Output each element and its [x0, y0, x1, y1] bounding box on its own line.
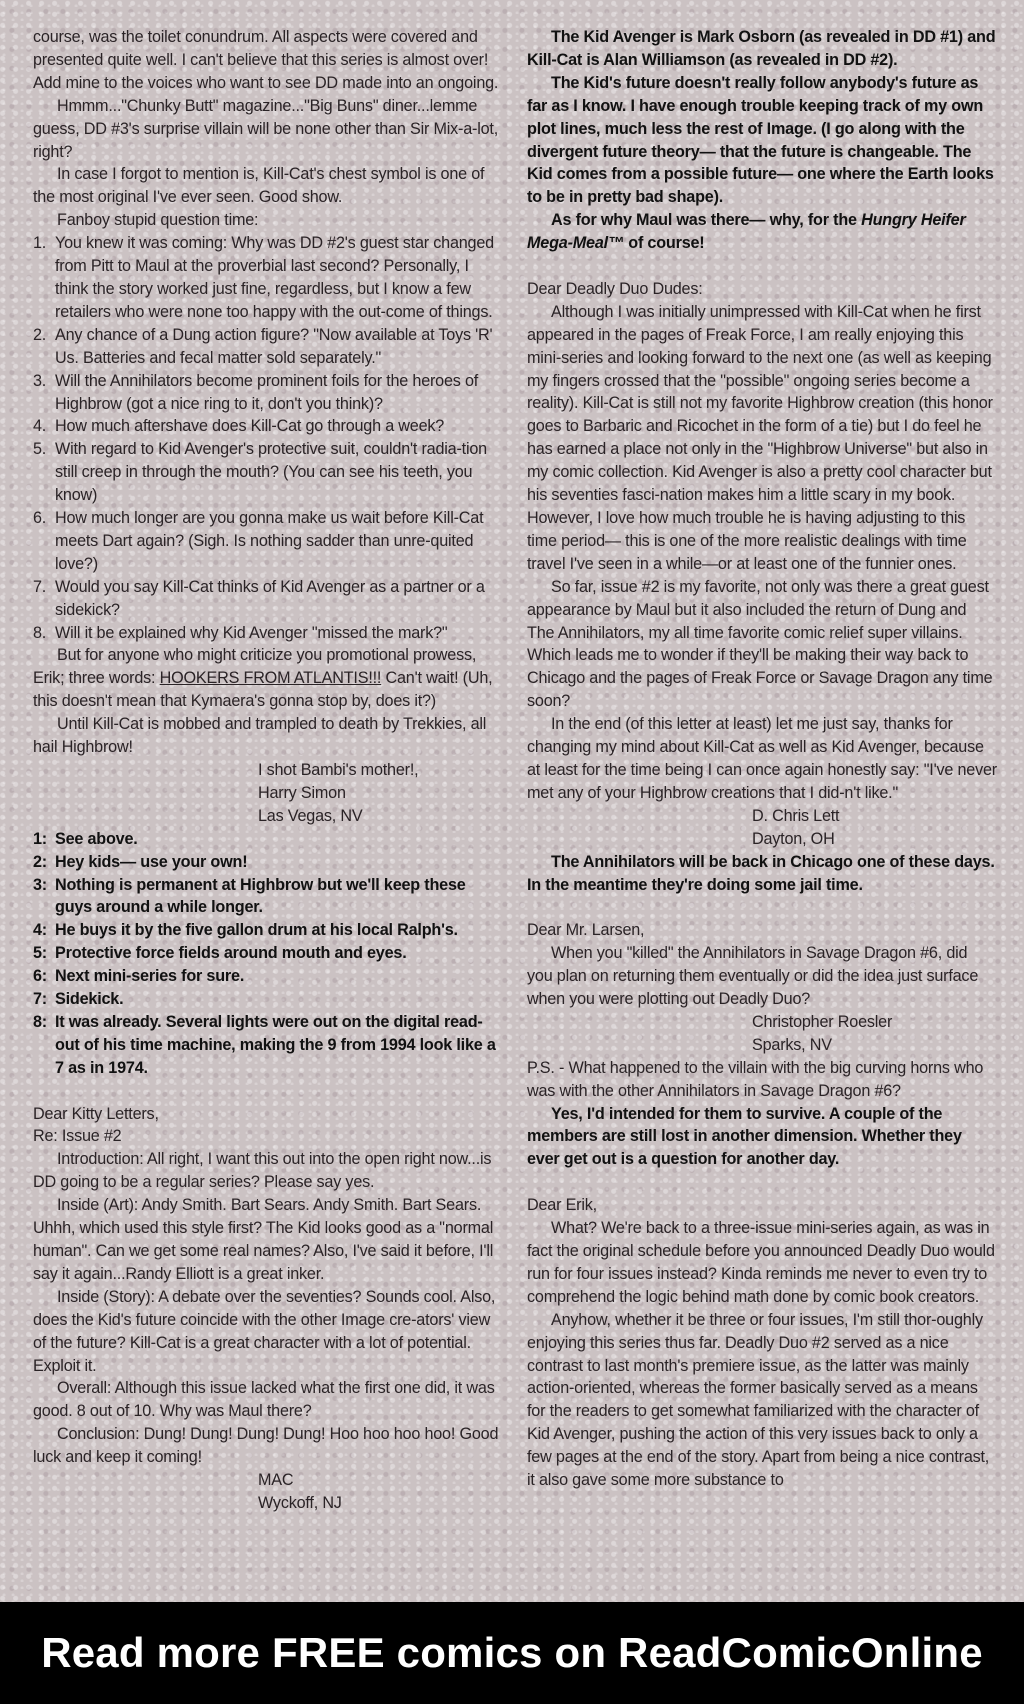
question-item: [33, 438, 503, 507]
letter-paragraph: Hmmm..."Chunky Butt" magazine..."Big Buns" diner...lemme guess, DD #3's surprise villain will be none other than Sir Mix-a-lot, right?: [33, 96, 499, 161]
letter-paragraph: Overall: Although this issue lacked what the first one did, it was good. 8 out of 10. Why was Maul there?: [33, 1379, 495, 1421]
signature-block: [527, 1011, 997, 1057]
letter-paragraph: Anyhow, whether it be three or four issues, I'm still thor-oughly enjoying this series thus far. Deadly Duo #2 served as a nice contrast to last month's premiere issue, as the latter was mainly action-oriented, whereas the former basically served as a means for the readers to get somewhat familiarized with the character of Kid Avenger, pushing the action of this very issues back to only a few pages at the end of the story. Apart from being a nice contrast, it also gave some more substance to: [527, 1310, 990, 1490]
item-text: Would you say Kill-Cat thinks of Kid Avenger as a partner or a sidekick?: [55, 577, 485, 619]
item-text: Will it be explained why Kid Avenger "missed the mark?": [55, 623, 448, 642]
item-text: Next mini-series for sure.: [55, 967, 245, 986]
item-number: 5:: [33, 944, 47, 963]
item-number: 6:: [33, 967, 47, 986]
item-number: 7:: [33, 990, 47, 1009]
letter-postscript: P.S. - What happened to the villain with the big curving horns who was with the other Annihilators in Savage Dragon #6?: [527, 1058, 984, 1100]
right-column: [527, 26, 997, 1492]
signature-block: [33, 1469, 503, 1515]
question-item: [33, 622, 503, 645]
answer-item: [33, 942, 503, 965]
item-text: You knew it was coming: Why was DD #2's guest star changed from Pitt to Maul at the proverbial last second? Personally, I think the story worked just fine, regardless, but I know a few retailers who were none too happy with the out-come of things.: [55, 234, 494, 321]
text-run: of course!: [623, 234, 705, 253]
italic-text: Hungry Heifer Mega-Meal™: [527, 211, 966, 253]
text-run: As for why Maul was there— why, for the: [551, 211, 862, 230]
question-item: [33, 232, 503, 324]
item-number: 4:: [33, 921, 47, 940]
signature-block: [33, 759, 503, 828]
item-text: Nothing is permanent at Highbrow but we'll keep these guys around a while longer.: [55, 875, 466, 917]
letter-paragraph: [33, 644, 503, 713]
editor-reply: Yes, I'd intended for them to survive. A couple of the members are still lost in another dimension. Whether they ever get out is a question for another day.: [527, 1104, 962, 1169]
answer-item: [33, 874, 503, 920]
item-number: 1.: [33, 234, 47, 253]
item-text: With regard to Kid Avenger's protective suit, couldn't radia-tion still creep in through the mouth? (You can see his teeth, you know): [55, 440, 487, 505]
letter-paragraph: Conclusion: Dung! Dung! Dung! Dung! Hoo hoo hoo hoo! Good luck and keep it coming!: [33, 1425, 499, 1467]
promo-banner[interactable]: [0, 1602, 1024, 1704]
underlined-text: HOOKERS FROM ATLANTIS!!!: [159, 669, 382, 688]
item-text: Will the Annihilators become prominent foils for the heroes of Highbrow (got a nice ring to it, don't you think)?: [55, 371, 479, 413]
signature-name: MAC: [258, 1471, 294, 1490]
letter-paragraph: Inside (Art): Andy Smith. Bart Sears. Andy Smith. Bart Sears. Uhhh, which used this style first? The Kid looks good as a "normal human". Can we get some real names? Also, I've said it before, I'll say it again...Randy Elliott is a great inker.: [33, 1196, 494, 1283]
item-number: 4.: [33, 417, 47, 436]
item-text: He buys it by the five gallon drum at his local Ralph's.: [55, 921, 458, 940]
letter-paragraph: When you "killed" the Annihilators in Savage Dragon #6, did you plan on returning them eventually or did the idea just surface when you were plotting out Deadly Duo?: [527, 944, 979, 1009]
item-text: It was already. Several lights were out on the digital read-out of his time machine, making the 9 from 1994 look like a 7 as in 1974.: [55, 1012, 496, 1077]
letter-paragraph: So far, issue #2 is my favorite, not only was there a great guest appearance by Maul but it also included the return of Dung and The Annihilators, my all time favorite comic relief super villains. Which leads me to wonder if they'll be making their way back to Chicago and the pages of Freak Force or Savage Dragon any time soon?: [527, 577, 993, 711]
item-text: How much longer are you gonna make us wait before Kill-Cat meets Dart again? (Sigh. Is nothing sadder than unre-quited love?): [55, 509, 484, 573]
item-text: How much aftershave does Kill-Cat go through a week?: [55, 417, 445, 436]
signature-location: Sparks, NV: [752, 1035, 832, 1054]
letter-salutation: Dear Mr. Larsen,: [527, 921, 645, 940]
left-column: [33, 26, 503, 1515]
item-number: 1:: [33, 829, 47, 848]
item-number: 6.: [33, 509, 47, 528]
letter-paragraph: Fanboy stupid question time:: [57, 211, 259, 230]
letter-paragraph: Inside (Story): A debate over the seventies? Sounds cool. Also, does the Kid's future coincide with the other Image cre-ators' view of the future? Kill-Cat is a great character with a lot of potential. Exploit it.: [33, 1287, 496, 1375]
text-run: But for anyone who might criticize you promotional prowess, Erik; three words:: [33, 646, 477, 688]
item-number: 2.: [33, 325, 47, 344]
signature-line: I shot Bambi's mother!,: [258, 761, 419, 779]
editor-reply: [527, 209, 997, 255]
letter-paragraph: Although I was initially unimpressed with Kill-Cat when he first appeared in the pages of Freak Force, I am really enjoying this mini-series and looking forward to the next one (as well as keeping my fingers crossed that the "possible" ongoing series become a reality). Kill-Cat is still not my favorite Highbrow creation (this honor goes to Barbaric and Ricochet in the form of a tie) but I do feel he has earned a place not only in the "Highbrow Universe" but also in my comic collection. Kid Avenger is also a pretty cool character but his seventies fasci-nation makes him a little scary in my book. However, I love how much trouble he is having adjusting to this time period— this is one of the more realistic dealings with time travel I've seen in a while—or at least one of the funnier ones.: [527, 302, 993, 573]
item-number: 8:: [33, 1012, 47, 1031]
answer-item: [33, 851, 503, 874]
item-text: Hey kids— use your own!: [55, 852, 248, 871]
editor-reply: The Kid's future doesn't really follow anybody's future as far as I know. I have enough trouble keeping track of my own plot lines, much less the rest of Image. (I go along with the divergent future theory— that the future is changeable. The Kid comes from a possible future— one where the Earth looks to be in pretty bad shape).: [527, 73, 994, 207]
item-number: 2:: [33, 852, 47, 871]
text-run: Can't wait! (Uh, this doesn't mean that Kymaera's gonna stop by, does it?): [33, 669, 493, 711]
answer-item: [33, 965, 503, 988]
letter-salutation: Dear Deadly Duo Dudes:: [527, 279, 703, 298]
item-number: 5.: [33, 440, 47, 459]
letter-paragraph: Until Kill-Cat is mobbed and trampled to death by Trekkies, all hail Highbrow!: [33, 715, 487, 757]
letter-paragraph: In case I forgot to mention is, Kill-Cat's chest symbol is one of the most original I've ever seen. Good show.: [33, 165, 485, 207]
question-item: [33, 415, 503, 438]
signature-name: Harry Simon: [258, 783, 346, 802]
question-item: [33, 370, 503, 416]
signature-location: Dayton, OH: [752, 829, 835, 848]
question-item: [33, 576, 503, 622]
letter-paragraph: Introduction: All right, I want this out into the open right now...is DD going to be a regular series? Please say yes.: [33, 1150, 492, 1192]
item-text: Sidekick.: [55, 990, 124, 1009]
answer-item: [33, 919, 503, 942]
item-text: See above.: [55, 829, 138, 848]
answer-list: [33, 828, 503, 1080]
signature-name: Christopher Roesler: [752, 1012, 893, 1031]
promo-banner-text[interactable]: Read more FREE comics on ReadComicOnline: [41, 1629, 983, 1676]
item-number: 8.: [33, 623, 47, 642]
signature-name: D. Chris Lett: [752, 806, 840, 825]
letter-re-line: Re: Issue #2: [33, 1127, 122, 1146]
letter-salutation: Dear Kitty Letters,: [33, 1104, 159, 1123]
signature-block: [527, 805, 997, 851]
item-number: 3:: [33, 875, 47, 894]
question-item: [33, 324, 503, 370]
letter-paragraph: In the end (of this letter at least) let me just say, thanks for changing my mind about Kill-Cat as well as Kid Avenger, because at least for the time being I can once again honestly say: "I've never met any of your Highbrow creations that I did-n't like.": [527, 715, 997, 802]
item-number: 3.: [33, 371, 47, 390]
editor-reply: The Kid Avenger is Mark Osborn (as revealed in DD #1) and Kill-Cat is Alan Williamson (as revealed in DD #2).: [527, 28, 996, 69]
question-list: [33, 232, 503, 644]
answer-item: [33, 988, 503, 1011]
question-item: [33, 507, 503, 576]
signature-location: Wyckoff, NJ: [258, 1493, 342, 1512]
answer-item: [33, 1011, 503, 1080]
signature-location: Las Vegas, NV: [258, 806, 363, 825]
item-text: Any chance of a Dung action figure? "Now available at Toys 'R' Us. Batteries and fecal matter sold separately.": [55, 325, 493, 367]
item-text: Protective force fields around mouth and eyes.: [55, 944, 407, 963]
editor-reply: The Annihilators will be back in Chicago one of these days. In the meantime they're doing some jail time.: [527, 852, 995, 894]
letter-salutation: Dear Erik,: [527, 1196, 597, 1215]
item-number: 7.: [33, 577, 47, 596]
letter-paragraph: What? We're back to a three-issue mini-series again, as was in fact the original schedule before you announced Deadly Duo would run for four issues instead? Kinda reminds me never to even try to comprehend the logic behind math done by comic book creators.: [527, 1219, 995, 1306]
answer-item: [33, 828, 503, 851]
letter-paragraph: course, was the toilet conundrum. All aspects were covered and presented quite well. I can't believe that this series is almost over! Add mine to the voices who want to see DD made into an ongoing.: [33, 28, 499, 92]
